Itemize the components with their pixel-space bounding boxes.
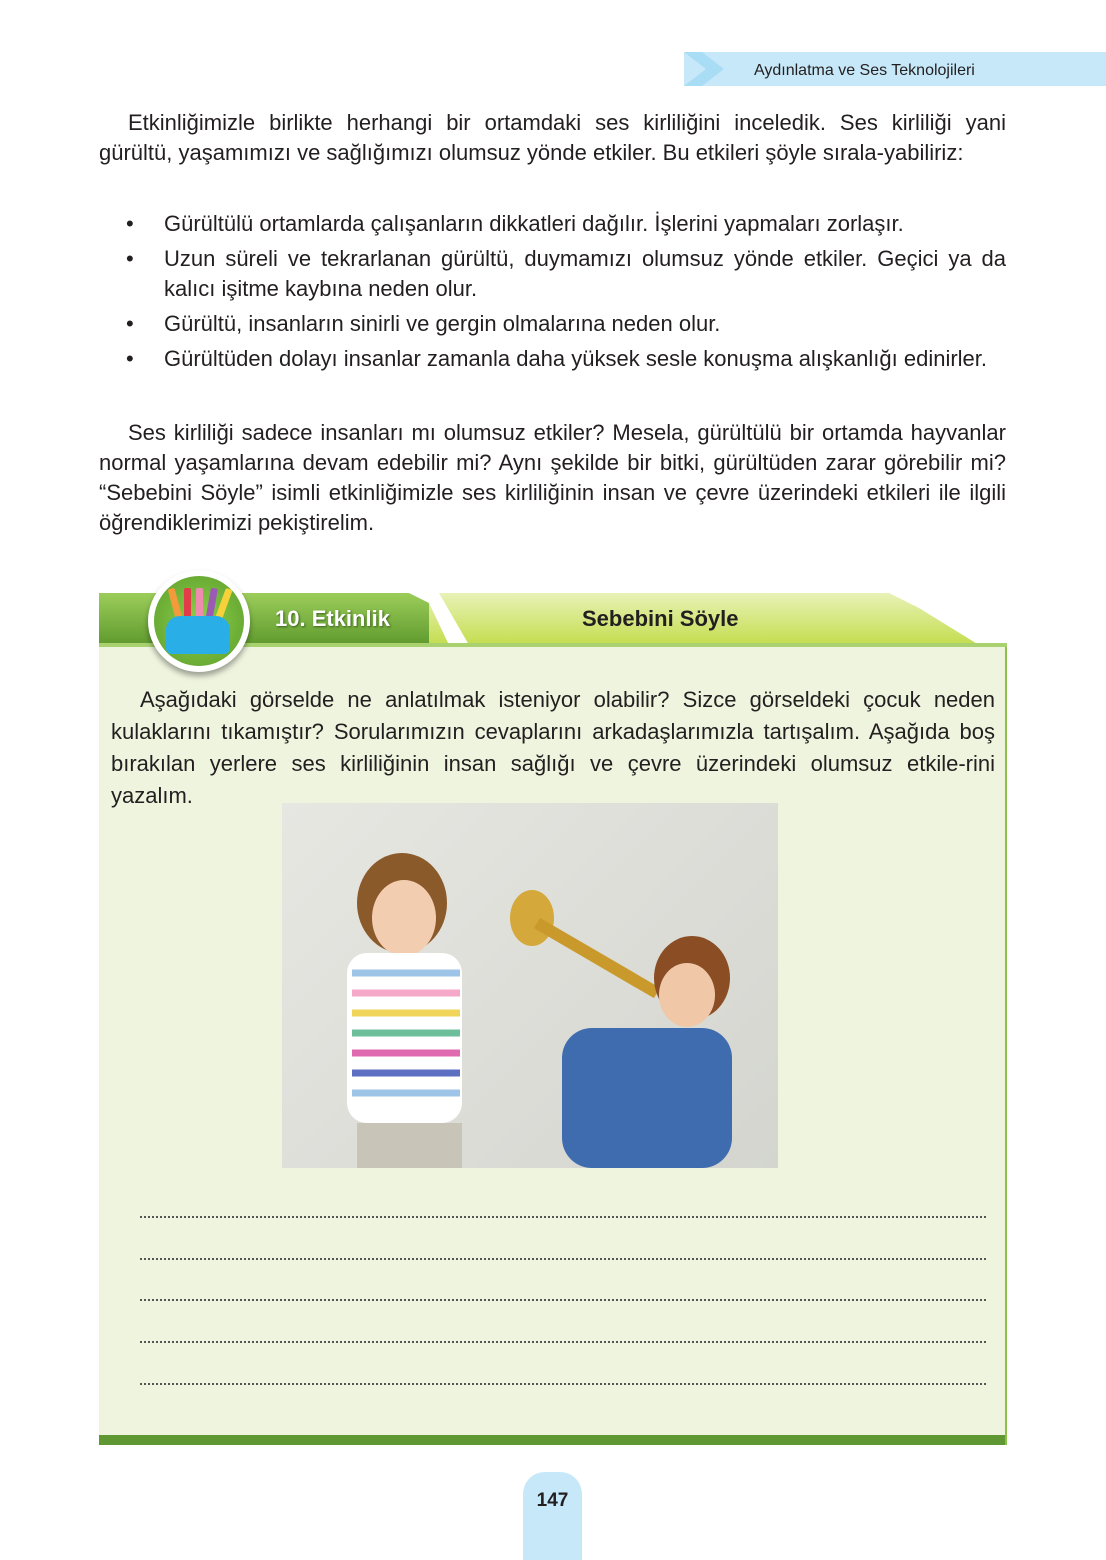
- answer-line[interactable]: [140, 1216, 986, 1218]
- answer-line[interactable]: [140, 1341, 986, 1343]
- answer-line[interactable]: [140, 1258, 986, 1260]
- effects-list: [99, 209, 1006, 379]
- activity-number: 10. Etkinlik: [275, 606, 390, 631]
- answer-line[interactable]: [140, 1299, 986, 1301]
- activity-instructions: Aşağıdaki görselde ne anlatılmak isteniyor olabilir? Sizce görseldeki çocuk neden kulaklarını tıkamıştır? Sorularımızın cevaplarını arkadaşlarımızla tartışalım. Aşağıda boş bırakılan yerlere ses kirliliğinin insan sağlığı ve çevre üzerindeki olumsuz etkile-rini yazalım.: [111, 687, 995, 808]
- page-number-tab: [523, 1472, 582, 1560]
- second-paragraph: Ses kirliliği sadece insanları mı olumsuz etkiler? Mesela, gürültülü bir ortamda hayvanlar normal yaşamlarına devam edebilir mi? Aynı şekilde bir bitki, gürültüden zarar görebilir mi? “Sebebini Söyle” isimli etkinliğimizle ses kirliliğinin insan ve çevre üzerindeki etkileri ile ilgili öğrendiklerimizi pekiştirelim.: [99, 420, 1006, 535]
- activity-title: Sebebini Söyle: [582, 606, 739, 631]
- answer-line[interactable]: [140, 1383, 986, 1385]
- chapter-header: [684, 52, 1106, 86]
- list-item: • Gürültülü ortamlarda çalışanların dikkatleri dağılır. İşlerini yapmaları zorlaşır.: [99, 209, 1006, 239]
- children-trumpet-photo: [282, 803, 778, 1168]
- page-number: 147: [536, 1490, 569, 1511]
- pencil-case-icon: [148, 570, 250, 672]
- chapter-title: Aydınlatma ve Ses Teknolojileri: [754, 62, 975, 79]
- activity-bottom-bar: [99, 1435, 1005, 1445]
- list-item: • Gürültüden dolayı insanlar zamanla daha yüksek sesle konuşma alışkanlığı edinirler.: [99, 344, 1006, 374]
- list-item: • Uzun süreli ve tekrarlanan gürültü, duymamızı olumsuz yönde etkiler. Geçici ya da kalıcı işitme kaybına neden olur.: [99, 244, 1006, 304]
- intro-paragraph: Etkinliğimizle birlikte herhangi bir ortamdaki ses kirliliğini inceledik. Ses kirliliği yani gürültü, yaşamımızı ve sağlığımızı olumsuz yönde etkiler. Bu etkileri şöyle sırala-yabiliriz:: [99, 110, 1006, 165]
- list-item: • Gürültü, insanların sinirli ve gergin olmalarına neden olur.: [99, 309, 1006, 339]
- chevron-decoration: [684, 52, 724, 86]
